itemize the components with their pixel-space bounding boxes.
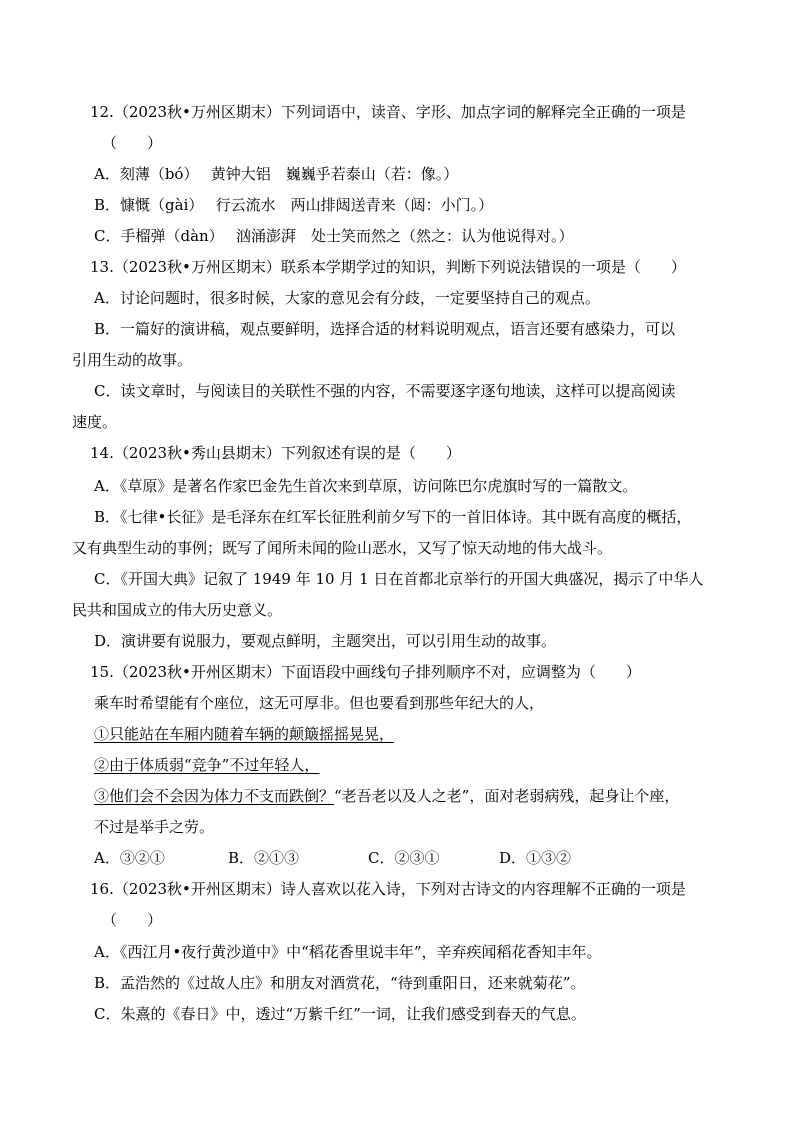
question-14-stem: 14.（2023秋•秀山县期末）下列叙述有误的是（ ） bbox=[90, 444, 461, 462]
choice-b: B．②①③ bbox=[228, 849, 300, 867]
passage-intro: 乘车时希望能有个座位，这无可厚非。但也要看到那些年纪大的人， bbox=[94, 694, 545, 712]
choice-d: D．①③② bbox=[499, 849, 572, 867]
option-d: D．演讲要有说服力，要观点鲜明，主题突出，可以引用生动的故事。 bbox=[94, 632, 557, 650]
option-b: B．孟浩然的《过故人庄》和朋友对酒赏花，“待到重阳日，还来就菊花”。 bbox=[94, 974, 586, 992]
option-c: C．朱熹的《春日》中，透过“万紫千红”一词，让我们感受到春天的气息。 bbox=[94, 1005, 586, 1023]
option-c: C．《开国大典》记叙了 1949 年 10 月 1 日在首都北京举行的开国大典盛况，揭示了中华人 bbox=[94, 570, 704, 588]
option-b-continued: 又有典型生动的事例；既写了闻所未闻的险山恶水，又写了惊天动地的伟大战斗。 bbox=[72, 539, 613, 557]
answer-bracket: （ ） bbox=[102, 134, 163, 152]
option-c-continued: 速度。 bbox=[72, 413, 118, 431]
passage-continuation: “老吾老以及人之老”，面对老弱病残，起身让个座， bbox=[334, 787, 680, 805]
choice-c: C．②③① bbox=[368, 849, 440, 867]
underlined-sentence-1: ①只能站在车厢内随着车辆的颠簸摇摇晃晃， bbox=[94, 725, 395, 743]
question-12-stem: 12.（2023秋•万州区期末）下列词语中，读音、字形、加点字词的解释完全正确的一项是 bbox=[90, 103, 686, 121]
option-b-continued: 引用生动的故事。 bbox=[72, 351, 193, 369]
question-15-stem: 15.（2023秋•开州区期末）下面语段中画线句子排列顺序不对，应调整为（ ） bbox=[90, 663, 641, 681]
choice-a: A．③②① bbox=[94, 849, 165, 867]
option-b: B．一篇好的演讲稿，观点要鲜明，选择合适的材料说明观点，语言还要有感染力，可以 bbox=[94, 320, 676, 338]
option-a: A．讨论问题时，很多时候，大家的意见会有分歧，一定要坚持自己的观点。 bbox=[94, 289, 600, 307]
option-c: C．读文章时，与阅读目的关联性不强的内容，不需要逐字逐句地读，这样可以提高阅读 bbox=[94, 382, 676, 400]
option-b: B．《七律•长征》是毛泽东在红军长征胜利前夕写下的一首旧体诗。其中既有高度的概括， bbox=[94, 508, 692, 526]
underlined-sentence-2: ②由于体质弱“竞争”不过年轻人， bbox=[94, 756, 320, 774]
option-a: A．《草原》是著名作家巴金先生首次来到草原，访问陈巴尔虎旗时写的一篇散文。 bbox=[94, 477, 638, 495]
question-13-stem: 13.（2023秋•万州区期末）联系本学期学过的知识，判断下列说法错误的一项是（ ） bbox=[90, 258, 686, 276]
option-c: C．手榴弹（dàn） 汹涌澎湃 处士笑而然之（然之：认为他说得对。） bbox=[94, 227, 574, 245]
underlined-sentence-3: ③他们会不会因为体力不支而跌倒？ bbox=[94, 787, 335, 805]
passage-ending: 不过是举手之劳。 bbox=[94, 818, 215, 836]
option-c-continued: 民共和国成立的伟大历史意义。 bbox=[72, 601, 283, 619]
option-b: B．慷慨（gài） 行云流水 两山排闼送青来（闼：小门。） bbox=[94, 196, 494, 214]
option-a: A．《西江月•夜行黄沙道中》中“稻花香里说丰年”，辛弃疾闻稻花香知丰年。 bbox=[94, 943, 602, 961]
question-16-stem: 16.（2023秋•开州区期末）诗人喜欢以花入诗，下列对古诗文的内容理解不正确的一项是 bbox=[90, 880, 686, 898]
passage-line-3 bbox=[94, 786, 679, 806]
option-a: A．刻薄（bó） 黄钟大铝 巍巍乎若泰山（若：像。） bbox=[94, 165, 459, 183]
answer-bracket: （ ） bbox=[102, 911, 163, 929]
